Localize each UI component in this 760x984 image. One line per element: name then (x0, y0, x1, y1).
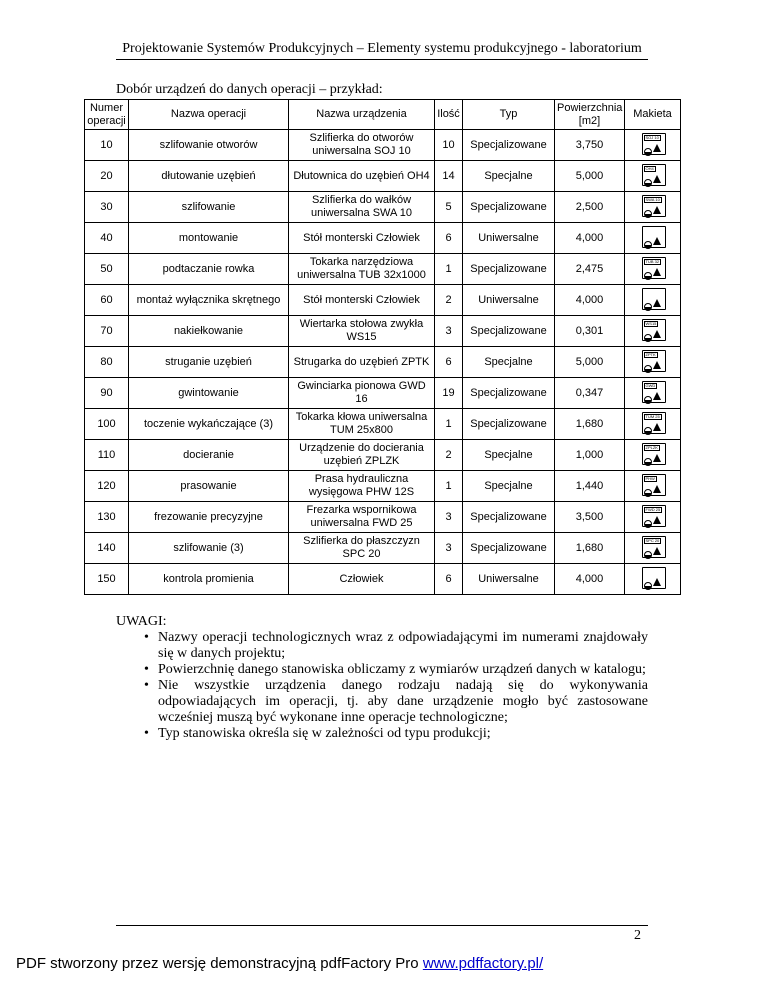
cell-makieta (625, 316, 681, 347)
worker-position-icon (644, 241, 652, 249)
cell-urzadzenie: Tokarka kłowa uniwersalna TUM 25x800 (289, 409, 435, 440)
cell-ilosc: 1 (435, 409, 463, 440)
worker-position-icon (644, 365, 652, 373)
cell-numer: 100 (85, 409, 129, 440)
cell-ilosc: 6 (435, 223, 463, 254)
cell-numer: 90 (85, 378, 129, 409)
note-item: • Nazwy operacji technologicznych wraz z odpowiadającymi im numerami znajdowały się w danych projektu; (116, 630, 648, 662)
operator-triangle-icon (653, 578, 661, 586)
cell-urzadzenie: Dłutownica do uzębień OH4 (289, 161, 435, 192)
cell-powierzchnia: 1,680 (555, 409, 625, 440)
cell-powierzchnia: 4,000 (555, 564, 625, 595)
machine-layout-icon (636, 504, 670, 530)
worker-position-icon (644, 148, 652, 156)
cell-typ: Specjalizowane (463, 254, 555, 285)
cell-makieta (625, 347, 681, 378)
worker-position-icon (644, 427, 652, 435)
cell-typ: Specjalizowane (463, 502, 555, 533)
cell-powierzchnia: 5,000 (555, 347, 625, 378)
cell-typ: Uniwersalne (463, 564, 555, 595)
cell-powierzchnia: 5,000 (555, 161, 625, 192)
footer-divider (116, 925, 648, 926)
machine-label: SPC 20 (645, 538, 660, 543)
machine-label: TUB 32 (645, 259, 660, 264)
cell-operacja: montaż wyłącznika skrętnego (129, 285, 289, 316)
cell-makieta (625, 192, 681, 223)
cell-ilosc: 6 (435, 564, 463, 595)
table-row (85, 533, 681, 564)
cell-numer: 20 (85, 161, 129, 192)
worker-position-icon (644, 210, 652, 218)
table-row (85, 378, 681, 409)
cell-powierzchnia: 2,500 (555, 192, 625, 223)
operator-triangle-icon (653, 237, 661, 245)
machine-label: TUM 25 (645, 414, 660, 419)
cell-urzadzenie: Urządzenie do docierania uzębień ZPLZK (289, 440, 435, 471)
table-row (85, 130, 681, 161)
cell-operacja: docieranie (129, 440, 289, 471)
table-row (85, 223, 681, 254)
cell-numer: 110 (85, 440, 129, 471)
page-header: Projektowanie Systemów Produkcyjnych – Elementy systemu produkcyjnego - laboratorium (122, 41, 642, 56)
cell-urzadzenie: Stół monterski Człowiek (289, 223, 435, 254)
cell-powierzchnia: 3,750 (555, 130, 625, 161)
cell-numer: 30 (85, 192, 129, 223)
pdf-note: PDF stworzony przez wersję demonstracyjną pdfFactory Pro (16, 955, 419, 972)
table-header-row (85, 100, 681, 130)
cell-typ: Specjalne (463, 161, 555, 192)
col-header-typ: Typ (463, 100, 555, 130)
cell-powierzchnia: 1,000 (555, 440, 625, 471)
machine-layout-icon (636, 132, 670, 158)
machine-label: SWA 10 (645, 197, 660, 202)
machine-label: WS15 (645, 321, 657, 326)
worker-position-icon (644, 179, 652, 187)
machine-layout-icon (636, 225, 670, 251)
worker-position-icon (644, 458, 652, 466)
table-row (85, 471, 681, 502)
cell-makieta (625, 285, 681, 316)
operator-triangle-icon (653, 361, 661, 369)
cell-typ: Specjalne (463, 471, 555, 502)
cell-urzadzenie: Wiertarka stołowa zwykła WS15 (289, 316, 435, 347)
cell-typ: Specjalizowane (463, 409, 555, 440)
note-item: • Nie wszystkie urządzenia danego rodzaju nadają się do wykonywania odpowiadających im operacji, tj. aby dane urządzenie mogło być zastosowane wcześniej muszą być wykonane inne operacje technologiczne; (116, 678, 648, 726)
machine-layout-icon (636, 411, 670, 437)
col-header-numer: Numer operacji (85, 100, 129, 130)
cell-powierzchnia: 4,000 (555, 223, 625, 254)
cell-urzadzenie: Gwinciarka pionowa GWD 16 (289, 378, 435, 409)
cell-operacja: gwintowanie (129, 378, 289, 409)
operator-triangle-icon (653, 144, 661, 152)
col-header-nazwa-urzadzenia: Nazwa urządzenia (289, 100, 435, 130)
cell-numer: 60 (85, 285, 129, 316)
cell-numer: 130 (85, 502, 129, 533)
machine-label: FWD 25 (645, 507, 661, 512)
machine-label: ZPTK (645, 352, 656, 357)
pdffactory-link[interactable]: www.pdffactory.pl/ (422, 955, 544, 972)
cell-numer: 140 (85, 533, 129, 564)
cell-typ: Specjalizowane (463, 130, 555, 161)
worker-position-icon (644, 334, 652, 342)
cell-powierzchnia: 0,347 (555, 378, 625, 409)
cell-makieta (625, 564, 681, 595)
cell-operacja: toczenie wykańczające (3) (129, 409, 289, 440)
cell-urzadzenie: Tokarka narzędziowa uniwersalna TUB 32x1000 (289, 254, 435, 285)
table-body (85, 130, 681, 595)
table-row (85, 409, 681, 440)
machine-layout-icon (636, 380, 670, 406)
cell-powierzchnia: 1,440 (555, 471, 625, 502)
machine-label: ZPLZK (645, 445, 658, 450)
worker-position-icon (644, 551, 652, 559)
cell-ilosc: 2 (435, 440, 463, 471)
cell-ilosc: 2 (435, 285, 463, 316)
operator-triangle-icon (653, 392, 661, 400)
machine-layout-icon (636, 163, 670, 189)
cell-numer: 70 (85, 316, 129, 347)
worker-position-icon (644, 582, 652, 590)
machine-layout-icon (636, 318, 670, 344)
cell-typ: Uniwersalne (463, 223, 555, 254)
operator-triangle-icon (653, 299, 661, 307)
cell-makieta (625, 471, 681, 502)
cell-urzadzenie: Prasa hydrauliczna wysięgowa PHW 12S (289, 471, 435, 502)
table-row (85, 161, 681, 192)
table-row (85, 285, 681, 316)
machine-layout-icon (636, 566, 670, 592)
machine-layout-icon (636, 256, 670, 282)
cell-powierzchnia: 0,301 (555, 316, 625, 347)
cell-operacja: frezowanie precyzyjne (129, 502, 289, 533)
cell-typ: Specjalne (463, 347, 555, 378)
operator-triangle-icon (653, 175, 661, 183)
cell-operacja: dłutowanie uzębień (129, 161, 289, 192)
cell-makieta (625, 223, 681, 254)
cell-typ: Specjalizowane (463, 192, 555, 223)
cell-numer: 50 (85, 254, 129, 285)
cell-operacja: podtaczanie rowka (129, 254, 289, 285)
cell-makieta (625, 409, 681, 440)
table-row (85, 316, 681, 347)
machine-label: GWD (645, 383, 656, 388)
machine-label: PHW (645, 476, 655, 481)
operator-triangle-icon (653, 454, 661, 462)
cell-numer: 150 (85, 564, 129, 595)
cell-operacja: szlifowanie (3) (129, 533, 289, 564)
note-item: • Powierzchnię danego stanowiska obliczamy z wymiarów urządzeń danych w katalogu; (116, 662, 648, 678)
table-row (85, 254, 681, 285)
cell-operacja: szlifowanie (129, 192, 289, 223)
col-header-makieta: Makieta (625, 100, 681, 130)
col-header-ilosc: Ilość (435, 100, 463, 130)
cell-makieta (625, 502, 681, 533)
machine-layout-icon (636, 194, 670, 220)
machine-layout-icon (636, 349, 670, 375)
cell-ilosc: 10 (435, 130, 463, 161)
cell-urzadzenie: Strugarka do uzębień ZPTK (289, 347, 435, 378)
cell-typ: Specjalizowane (463, 316, 555, 347)
operations-table (84, 99, 681, 595)
cell-makieta (625, 161, 681, 192)
page-number: 2 (634, 928, 641, 943)
cell-typ: Uniwersalne (463, 285, 555, 316)
cell-makieta (625, 130, 681, 161)
pdf-watermark (16, 955, 543, 973)
worker-position-icon (644, 396, 652, 404)
operator-triangle-icon (653, 268, 661, 276)
cell-urzadzenie: Szlifierka do otworów uniwersalna SOJ 10 (289, 130, 435, 161)
cell-powierzchnia: 3,500 (555, 502, 625, 533)
cell-numer: 10 (85, 130, 129, 161)
table-row (85, 347, 681, 378)
cell-ilosc: 5 (435, 192, 463, 223)
worker-position-icon (644, 489, 652, 497)
col-header-nazwa-operacji: Nazwa operacji (129, 100, 289, 130)
machine-layout-icon (636, 473, 670, 499)
cell-operacja: montowanie (129, 223, 289, 254)
machine-layout-icon (636, 535, 670, 561)
cell-powierzchnia: 4,000 (555, 285, 625, 316)
machine-layout-icon (636, 287, 670, 313)
operator-triangle-icon (653, 516, 661, 524)
section-title: Dobór urządzeń do danych operacji – przykład: (116, 82, 383, 97)
cell-ilosc: 19 (435, 378, 463, 409)
header-divider (116, 59, 648, 60)
cell-makieta (625, 533, 681, 564)
note-item: • Typ stanowiska określa się w zależności od typu produkcji; (116, 726, 648, 742)
machine-label: OH4 (645, 166, 654, 171)
cell-powierzchnia: 2,475 (555, 254, 625, 285)
table-row (85, 192, 681, 223)
operator-triangle-icon (653, 547, 661, 555)
cell-ilosc: 3 (435, 502, 463, 533)
machine-layout-icon (636, 442, 670, 468)
cell-numer: 40 (85, 223, 129, 254)
cell-urzadzenie: Szlifierka do wałków uniwersalna SWA 10 (289, 192, 435, 223)
cell-ilosc: 1 (435, 471, 463, 502)
cell-makieta (625, 254, 681, 285)
machine-label: SOJ 10 (645, 135, 659, 140)
operator-triangle-icon (653, 485, 661, 493)
cell-urzadzenie: Człowiek (289, 564, 435, 595)
operator-triangle-icon (653, 423, 661, 431)
cell-ilosc: 1 (435, 254, 463, 285)
cell-numer: 80 (85, 347, 129, 378)
cell-operacja: prasowanie (129, 471, 289, 502)
table-row (85, 502, 681, 533)
cell-numer: 120 (85, 471, 129, 502)
worker-position-icon (644, 303, 652, 311)
cell-typ: Specjalizowane (463, 378, 555, 409)
cell-typ: Specjalne (463, 440, 555, 471)
cell-makieta (625, 440, 681, 471)
cell-operacja: kontrola promienia (129, 564, 289, 595)
notes-list (116, 630, 648, 742)
table-row (85, 440, 681, 471)
cell-urzadzenie: Szlifierka do płaszczyzn SPC 20 (289, 533, 435, 564)
notes-title: UWAGI: (116, 614, 167, 629)
cell-ilosc: 3 (435, 533, 463, 564)
operator-triangle-icon (653, 206, 661, 214)
cell-makieta (625, 378, 681, 409)
cell-urzadzenie: Frezarka wspornikowa uniwersalna FWD 25 (289, 502, 435, 533)
cell-operacja: nakiełkowanie (129, 316, 289, 347)
cell-operacja: struganie uzębień (129, 347, 289, 378)
cell-ilosc: 6 (435, 347, 463, 378)
col-header-powierzchnia: Powierzchnia [m2] (555, 100, 625, 130)
cell-typ: Specjalizowane (463, 533, 555, 564)
operator-triangle-icon (653, 330, 661, 338)
cell-operacja: szlifowanie otworów (129, 130, 289, 161)
cell-ilosc: 3 (435, 316, 463, 347)
worker-position-icon (644, 272, 652, 280)
table-row (85, 564, 681, 595)
worker-position-icon (644, 520, 652, 528)
cell-ilosc: 14 (435, 161, 463, 192)
cell-urzadzenie: Stół monterski Człowiek (289, 285, 435, 316)
cell-powierzchnia: 1,680 (555, 533, 625, 564)
